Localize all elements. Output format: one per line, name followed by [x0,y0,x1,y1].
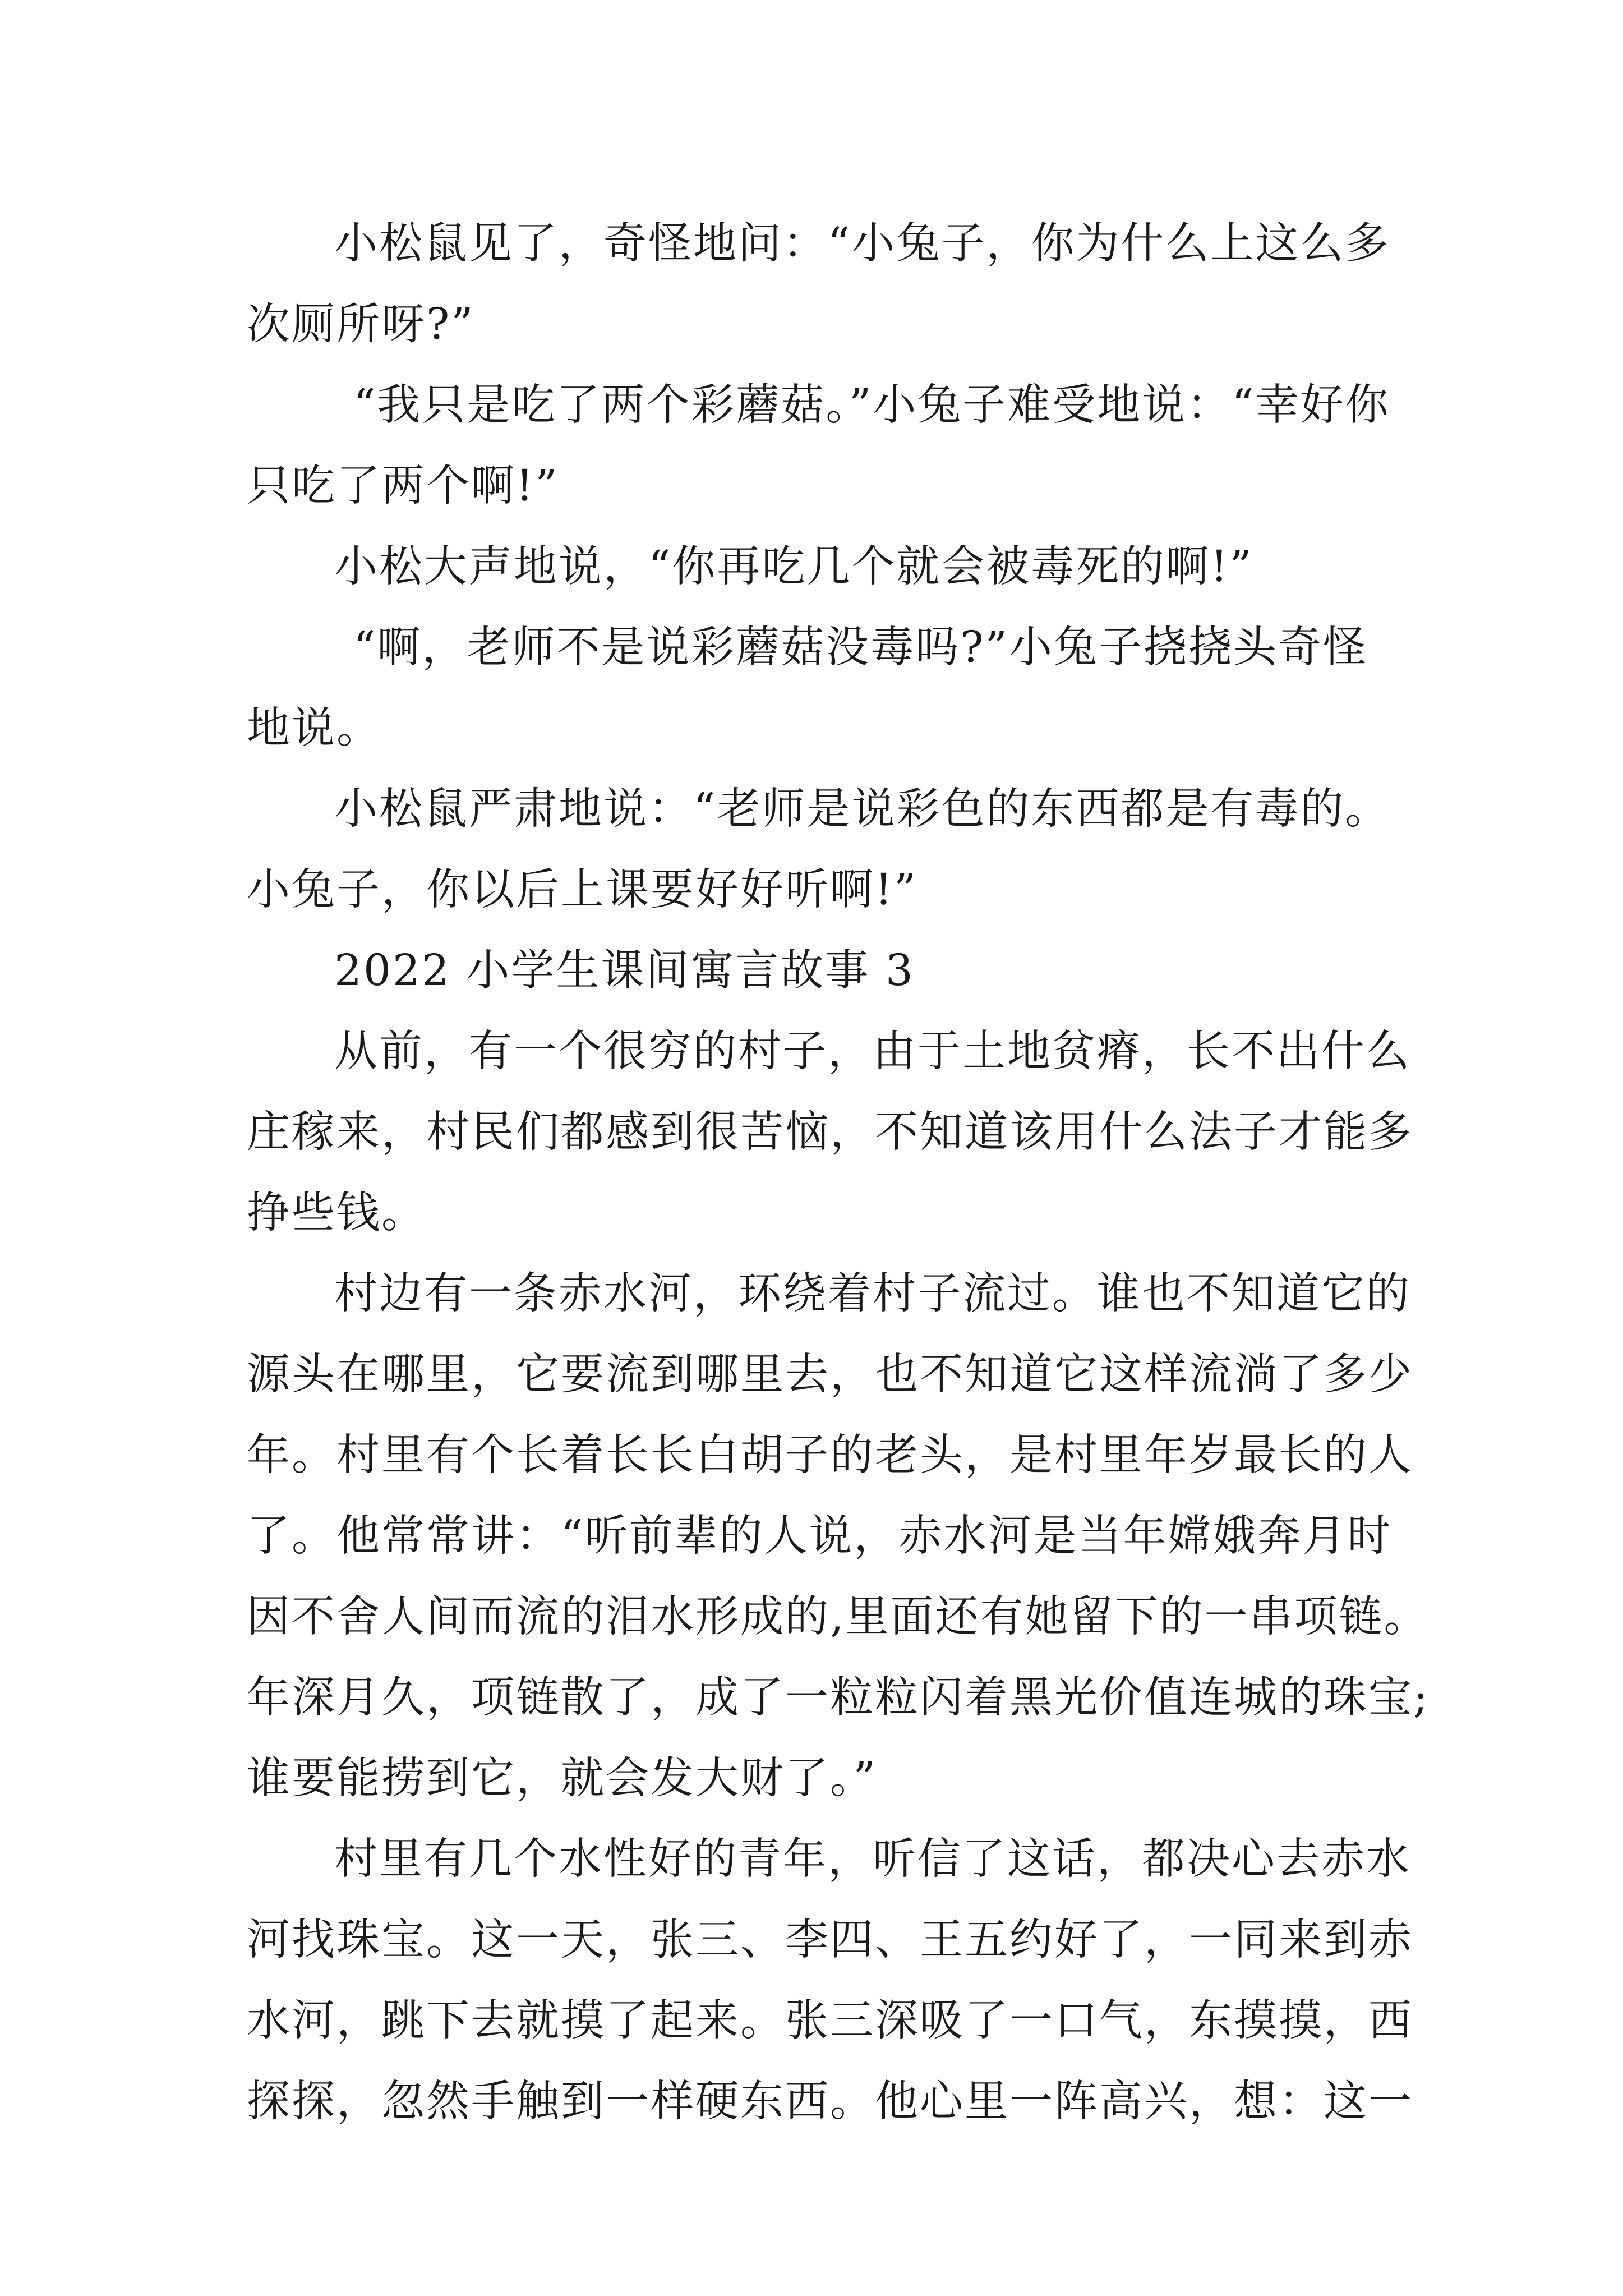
text-line: 源头在哪里，它要流到哪里去，也不知道它这样流淌了多少 [247,1350,1413,1400]
text-line: 只吃了两个啊!” [247,461,559,511]
text-line: 年。村里有个长着长长白胡子的老头，是村里年岁最长的人 [247,1430,1413,1480]
document-body [247,204,1430,2142]
text-line: 村里有几个水性好的青年，听信了这话，都决心去赤水 [334,1834,1411,1884]
text-line: 谁要能捞到它，就会发大财了。” [247,1754,877,1803]
text-line: 探探，忽然手触到一样硬东西。他心里一阵高兴，想：这一 [247,2077,1413,2127]
text-line: 小松大声地说，“你再吃几个就会被毒死的啊!” [334,542,1253,592]
text-line: 小松鼠严肃地说：“老师是说彩色的东西都是有毒的。 [334,784,1390,834]
text-line: 次厕所呀?” [247,300,475,349]
text-line: 年深月久，项链散了，成了一粒粒闪着黑光价值连城的珠宝; [247,1673,1430,1723]
text-line: 小兔子，你以后上课要好好听啊!” [247,865,918,915]
section-heading: 2022 小学生课间寓言故事 3 [334,946,915,996]
text-line: 水河，跳下去就摸了起来。张三深吸了一口气，东摸摸，西 [247,1996,1413,2046]
text-line: “啊，老师不是说彩蘑菇没毒吗?”小兔子挠挠头奇怪 [353,623,1368,673]
text-line: 地说。 [247,703,381,753]
text-line: 河找珠宝。这一天，张三、李四、王五约好了，一同来到赤 [247,1915,1413,1965]
text-line: 村边有一条赤水河，环绕着村子流过。谁也不知道它的 [334,1269,1411,1319]
text-line: 从前，有一个很穷的村子，由于土地贫瘠，长不出什么 [334,1027,1411,1076]
text-line: 了。他常常讲：“听前辈的人说，赤水河是当年嫦娥奔月时 [247,1511,1393,1561]
text-line: 庄稼来，村民们都感到很苦恼，不知道该用什么法子才能多 [247,1107,1413,1157]
text-line: 小松鼠见了，奇怪地问：“小兔子，你为什么上这么多 [334,219,1390,269]
text-line: 因不舍人间而流的泪水形成的,里面还有她留下的一串项链。 [247,1592,1429,1642]
text-line: 挣些钱。 [247,1188,426,1238]
text-line: “我只是吃了两个彩蘑菇。”小兔子难受地说：“幸好你 [353,380,1390,430]
